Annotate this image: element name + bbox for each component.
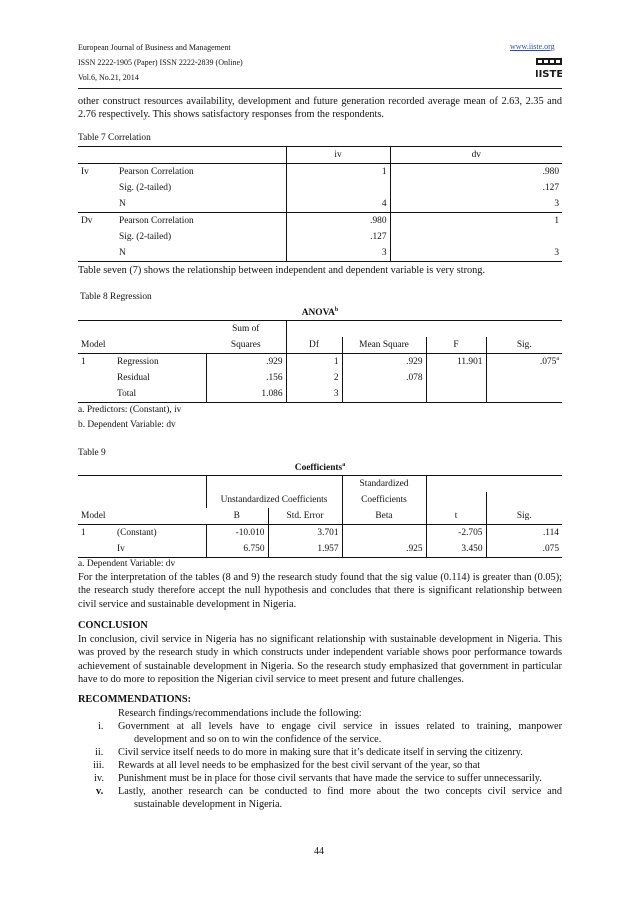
cell-label: Regression xyxy=(114,354,206,371)
row-group xyxy=(78,229,116,245)
table9-caption: Table 9 xyxy=(78,448,106,458)
cell-df: 2 xyxy=(286,370,342,386)
row-stat: Sig. (2-tailed) xyxy=(116,229,286,245)
cell-dv: .127 xyxy=(542,183,559,193)
ss-header-line1: Sum of xyxy=(206,321,286,338)
col-dv-header: dv xyxy=(390,147,562,164)
row-group xyxy=(78,245,116,262)
cell-dv xyxy=(390,229,562,245)
coefficients-note: a. Dependent Variable: dv xyxy=(78,559,176,569)
row-stat: Pearson Correlation xyxy=(116,164,286,181)
cell-sig xyxy=(486,370,562,386)
table7-caption: Table 7 Correlation xyxy=(78,133,151,143)
cell-iv: 1 xyxy=(286,164,390,181)
cell-dv: 1 xyxy=(554,216,559,226)
cell-iv: .127 xyxy=(286,229,390,245)
rec-item-text-cont: sustainable development in Nigeria. xyxy=(134,799,283,810)
cell-ss: .156 xyxy=(206,370,286,386)
cell-dv: 3 xyxy=(390,245,562,262)
cell-t: -2.705 xyxy=(426,525,486,542)
row-group: Iv xyxy=(81,167,89,177)
table-header-row xyxy=(78,337,562,354)
cell-b: 6.750 xyxy=(206,541,268,558)
conclusion-paragraph: In conclusion, civil service in Nigeria has no significant relationship with sustainable development in Nigeria. This was proved by the research study in which constructs under independent variable shows poor performance towards achievement of sustainable development in Nigeria. So the research study emphasized that government in particular have to do more to reposition the Nigerian civil service to meet present and future challenges. xyxy=(78,634,562,686)
journal-name: European Journal of Business and Management xyxy=(78,43,231,52)
cell-sig: .075$^a$ xyxy=(539,356,559,368)
cell-model xyxy=(78,541,114,558)
cell-model: 1 xyxy=(81,528,86,538)
cell-model xyxy=(78,386,114,403)
cell-iv: 4 xyxy=(286,196,390,213)
table-row xyxy=(78,229,562,245)
model-header: Model xyxy=(78,508,206,525)
table-row xyxy=(78,164,562,181)
cell-f: 11.901 xyxy=(426,354,486,371)
rec-number: ii. xyxy=(95,747,104,758)
cell-ss: 1.086 xyxy=(206,386,286,403)
table7-note: Table seven (7) shows the relationship between independent and dependent variable is very strong. xyxy=(78,265,486,276)
coefficients-table xyxy=(78,475,562,558)
cell-df: 3 xyxy=(286,386,342,403)
cell-model: 1 xyxy=(81,357,86,367)
table-header-row xyxy=(78,476,562,493)
recommendations-heading: RECOMMENDATIONS: xyxy=(78,694,192,705)
beta-header: Beta xyxy=(342,508,426,525)
cell-f xyxy=(426,370,486,386)
sig-header: Sig. xyxy=(486,337,562,354)
correlation-table xyxy=(78,146,562,262)
rec-number: v. xyxy=(96,786,104,797)
t-header: t xyxy=(426,508,486,525)
cell-beta: .925 xyxy=(342,541,426,558)
rec-number: i. xyxy=(98,721,104,732)
b-header: B xyxy=(206,508,268,525)
row-group: Dv xyxy=(81,216,93,226)
anova-title: ANOVA$^b$ xyxy=(301,307,339,319)
row-stat: Sig. (2-tailed) xyxy=(116,180,286,196)
table-row xyxy=(78,386,562,403)
f-header: F xyxy=(426,337,486,354)
model-header: Model xyxy=(78,337,206,354)
journal-url-link[interactable]: www.iiste.org xyxy=(510,42,555,51)
coefficients-title: Coefficients$^a$ xyxy=(294,462,346,474)
cell-df: 1 xyxy=(286,354,342,371)
cell-sig xyxy=(486,386,562,403)
cell-model xyxy=(78,370,114,386)
table-header-row xyxy=(78,321,562,338)
table-header-row xyxy=(78,147,562,164)
logo-text: IISTE xyxy=(536,69,562,80)
rec-item-text: Government at all levels have to engage civil service in issues related to training, manpower xyxy=(118,721,562,732)
rec-item-text: Civil service itself needs to do more in making sure that it’s dedicate itself in serving the citizenry. xyxy=(118,747,523,758)
table-row xyxy=(78,196,562,213)
rec-item-text: Lastly, another research can be conducted to find more about the two concepts civil service and xyxy=(118,786,562,797)
row-group xyxy=(78,196,116,213)
df-header: Df xyxy=(286,337,342,354)
cell-se: 3.701 xyxy=(268,525,342,542)
unstd-header: Unstandardized Coefficients xyxy=(206,492,342,508)
interpretation-paragraph: For the interpretation of the tables (8 and 9) the research study found that the sig value (0.114) is greater than (0.05); the research study therefore accept the null hypothesis and concludes that there is significant relationship between civil service and sustainable development in Nigeria. xyxy=(78,572,562,610)
rec-item-text: Punishment must be in place for those civil servants that have made the service to suffer unnecessarily. xyxy=(118,773,542,784)
cell-f xyxy=(426,386,486,403)
std-header-line1: Standardized xyxy=(342,476,426,493)
volume-line: Vol.6, No.21, 2014 xyxy=(78,73,139,82)
cell-ms: .078 xyxy=(342,370,426,386)
cell-beta xyxy=(342,525,426,542)
table-row xyxy=(78,213,562,230)
row-stat: Pearson Correlation xyxy=(116,213,286,230)
rec-number: iv. xyxy=(94,773,104,784)
table-row xyxy=(78,370,562,386)
iiste-logo xyxy=(536,58,562,85)
cell-sig: .075 xyxy=(486,541,562,558)
row-stat: N xyxy=(116,196,286,213)
table-row xyxy=(78,354,562,371)
iiste-logo-icon xyxy=(536,58,562,80)
cell-label: Iv xyxy=(114,541,206,558)
cell-dv: .980 xyxy=(542,167,559,177)
cell-b: -10.010 xyxy=(206,525,268,542)
intro-paragraph: other construct resources availability, development and future generation recorded average mean of 2.63, 2.35 and 2.76 respectively. This shows satisfactory responses from the respondents. xyxy=(78,96,562,121)
cell-label: (Constant) xyxy=(114,525,206,542)
recommendations-intro: Research findings/recommendations include the following: xyxy=(118,708,362,719)
cell-iv: .980 xyxy=(286,213,390,230)
cell-sig: .114 xyxy=(542,528,559,538)
rec-number: iii. xyxy=(93,760,105,771)
anova-note-a: a. Predictors: (Constant), iv xyxy=(78,405,182,415)
cell-ms: .929 xyxy=(342,354,426,371)
anova-table xyxy=(78,320,562,403)
table8-caption: Table 8 Regression xyxy=(80,292,152,302)
cell-dv: 3 xyxy=(390,196,562,213)
table-header-row xyxy=(78,492,562,508)
std-header-line2: Coefficients xyxy=(342,492,426,508)
cell-t: 3.450 xyxy=(426,541,486,558)
table-row xyxy=(78,525,562,542)
ms-header: Mean Square xyxy=(342,337,426,354)
cell-ss: .929 xyxy=(206,354,286,371)
table-row xyxy=(78,180,562,196)
cell-iv xyxy=(286,180,390,196)
cell-label: Total xyxy=(114,386,206,403)
anova-note-b: b. Dependent Variable: dv xyxy=(78,420,176,430)
table-row xyxy=(78,245,562,262)
table-row xyxy=(78,541,562,558)
rec-item-text-cont: development and so on to win the confidence of the service. xyxy=(134,734,382,745)
se-header: Std. Error xyxy=(268,508,342,525)
row-group xyxy=(78,180,116,196)
page-number: 44 xyxy=(314,846,324,857)
sig-header: Sig. xyxy=(486,508,562,525)
cell-iv: 3 xyxy=(286,245,390,262)
cell-ms xyxy=(342,386,426,403)
header-rule xyxy=(78,88,562,89)
issn-line: ISSN 2222-1905 (Paper) ISSN 2222-2839 (Online) xyxy=(78,58,243,67)
row-stat: N xyxy=(116,245,286,262)
conclusion-heading: CONCLUSION xyxy=(78,620,148,631)
rec-item-text: Rewards at all level needs to be emphasized for the best civil servant of the year, so that xyxy=(118,760,481,771)
ss-header-line2: Squares xyxy=(206,337,286,354)
cell-label: Residual xyxy=(114,370,206,386)
table-header-row xyxy=(78,508,562,525)
cell-se: 1.957 xyxy=(268,541,342,558)
col-iv-header: iv xyxy=(286,147,390,164)
